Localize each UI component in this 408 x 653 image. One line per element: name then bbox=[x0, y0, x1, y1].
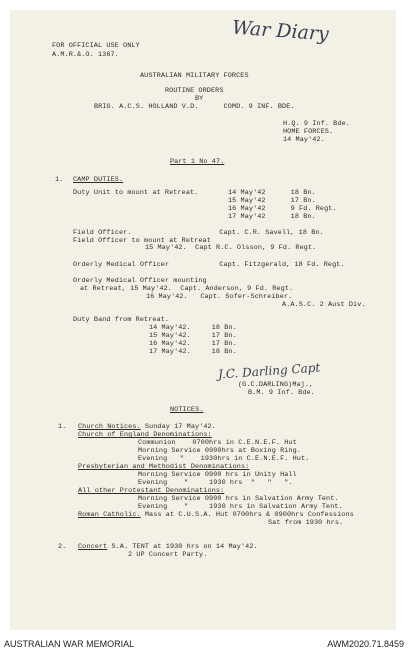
catholic-line bbox=[78, 511, 354, 519]
orderly-mounting-detail: at Retreat, 15 May'42. Capt. Anderson, 9 Fd. Regt. bbox=[80, 285, 294, 293]
footer-source: AUSTRALIAN WAR MEMORIAL bbox=[4, 639, 135, 649]
field-officer-retreat-detail: 15 May'42. Capt R.C. Olsson, 9 Fd. Regt. bbox=[145, 244, 317, 252]
section-number: 1. bbox=[55, 176, 64, 184]
service-line: Morning Service 0900hrs at Boxing Ring. bbox=[138, 447, 301, 455]
field-officer-line: Field Officer. Capt. C.R. Savell, 18 Bn. bbox=[73, 229, 324, 237]
duty-unit-row: 15 May'42 17 Bn. bbox=[228, 197, 316, 205]
notices-heading: NOTICES. bbox=[170, 406, 204, 414]
commander-line: BRIG. A.C.S. HOLLAND V.D. COMD. 9 INF. BDE. bbox=[94, 103, 295, 111]
part-number: Part 1 No 47. bbox=[170, 158, 225, 166]
duty-unit-label: Duty Unit to mount at Retreat. bbox=[73, 189, 199, 197]
camp-duties-heading: CAMP DUTIES. bbox=[73, 176, 124, 184]
protestant-heading: All other Protestant Denominations: bbox=[78, 487, 225, 495]
duty-band-row: 15 May'42. 17 Bn. bbox=[149, 332, 237, 340]
signature-name: (G.C.DARLING)Maj., bbox=[238, 381, 314, 389]
service-line: Evening " 1930 hrs in Salvation Army Tent. bbox=[138, 503, 343, 511]
footer-bar bbox=[0, 636, 408, 653]
church-number: 1. bbox=[58, 423, 67, 431]
hq-line-2: HOME FORCES. bbox=[283, 128, 334, 136]
duty-unit-row: 16 May'42 9 Fd. Regt. bbox=[228, 205, 337, 213]
confession-time: Sat from 1930 hrs. bbox=[268, 519, 344, 527]
force-title: AUSTRALIAN MILITARY FORCES bbox=[140, 72, 249, 80]
hq-date: 14 May'42. bbox=[283, 136, 325, 144]
coe-heading: Church of England Denominations: bbox=[78, 431, 212, 439]
orderly-mounting-unit: A.A.S.C. 2 Aust Div. bbox=[282, 301, 366, 309]
signature-title: B.M. 9 Inf. Bde. bbox=[248, 389, 315, 397]
duty-band-row: 16 May'42. 17 Bn. bbox=[149, 340, 237, 348]
concert-heading: Concert bbox=[78, 543, 108, 551]
classification-line: FOR OFFICIAL USE ONLY bbox=[52, 42, 140, 50]
church-notices-line bbox=[78, 423, 216, 431]
concert-number: 2. bbox=[58, 543, 67, 551]
service-line: Morning Service 0900 hrs in Salvation Army Tent. bbox=[138, 495, 339, 503]
handwritten-title: War Diary bbox=[231, 16, 330, 46]
service-line: Morning Service 0900 hrs in Unity Hall bbox=[138, 471, 297, 479]
duty-unit-row: 17 May'42 18 Bn. bbox=[228, 213, 316, 221]
presbyterian-heading: Presbyterian and Methodist Denominations: bbox=[78, 463, 250, 471]
hq-line-1: H.Q. 9 Inf. Bde. bbox=[283, 120, 350, 128]
reference-line: A.M.R.&.O. 1367. bbox=[52, 51, 119, 59]
duty-unit-row: 14 May'42 18 Bn. bbox=[228, 189, 316, 197]
orderly-mounting-detail: 16 May'42. Capt. Sofer-Schreiber. bbox=[146, 293, 293, 301]
by-label: BY bbox=[195, 95, 204, 103]
concert-line bbox=[78, 543, 258, 551]
footer-accession-number: AWM2020.71.8459 bbox=[327, 639, 404, 649]
handwritten-signature: J.C. Darling Capt bbox=[217, 360, 321, 382]
concert-detail: S.A. TENT at 1930 hrs on 14 May'42. bbox=[107, 543, 258, 551]
orderly-mounting-label: Orderly Medical Officer mounting bbox=[73, 277, 207, 285]
catholic-heading: Roman Catholic. bbox=[78, 511, 141, 519]
concert-party: 2 UP Concert Party. bbox=[128, 551, 208, 559]
duty-band-row: 17 May'42. 18 Bn. bbox=[149, 348, 237, 356]
church-notices-date: Sunday 17 May'42. bbox=[140, 423, 216, 431]
church-notices-heading: Church Notices. bbox=[78, 423, 141, 431]
field-officer-retreat: Field Officer to mount at Retreat bbox=[73, 237, 211, 245]
catholic-mass-detail: Mass at C.U.S.A. Hut 0700hrs & 0900hrs Confessions bbox=[140, 511, 354, 519]
document-title: ROUTINE ORDERS bbox=[165, 87, 224, 95]
duty-band-row: 14 May'42. 18 Bn. bbox=[149, 324, 237, 332]
service-line: Evening " 1930hrs in C.E.N.E.F. Hut. bbox=[138, 455, 310, 463]
duty-band-label: Duty Band from Retreat. bbox=[73, 316, 170, 324]
orderly-medical-officer: Orderly Medical Officer Capt. Fitzgerald, 18 Fd. Regt. bbox=[73, 261, 345, 269]
service-line: Evening " 1930 hrs " " ". bbox=[138, 479, 293, 487]
service-line: Communion 0700hrs in C.E.N.E.F. Hut bbox=[138, 439, 297, 447]
